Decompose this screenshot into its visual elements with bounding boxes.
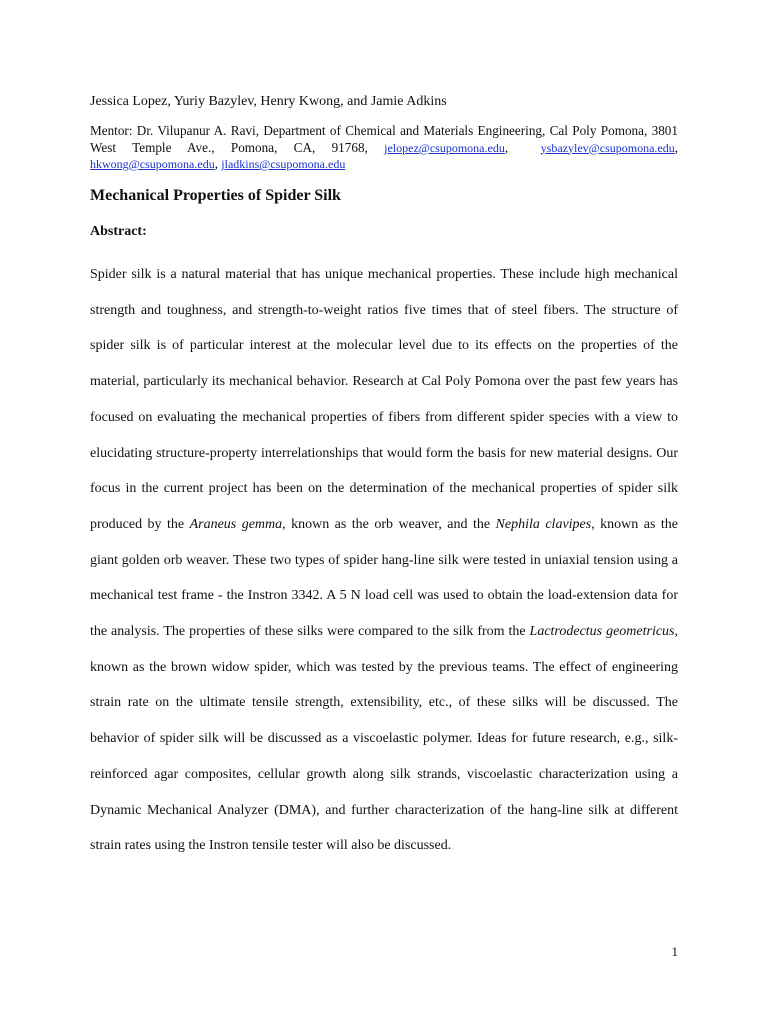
mentor-text: Mentor: Dr. Vilupanur A. Ravi, Department of Chemical and Materials Engineering, Cal Poly Pomona, 3801 West Temple Ave., Pomona, CA, 91768, <box>90 123 678 155</box>
species-name-araneus: Araneus gemma <box>189 516 283 532</box>
abstract-text-3: , known as the giant golden orb weaver. These two types of spider hang-line silk were tested in uniaxial tension using a mechanical test frame - the Instron 3342. A 5 N load cell was used to obtain the load-extension data for the analysis. The properties of these silks were compared to the silk from the <box>90 516 678 640</box>
abstract-paragraph <box>90 257 678 864</box>
email-link-jelopez[interactable]: jelopez@csupomona.edu <box>384 140 505 155</box>
mentor-affiliation: Mentor: Dr. Vilupanur A. Ravi, Department of Chemical and Materials Engineering, Cal Poly Pomona, 3801 West Temple Ave., Pomona, CA, 91768, jelopez@csupomona.edu, ysbazylev@csupomona.edu, hkwong@csupomona.edu, jladkins@csupomona.edu <box>90 123 679 171</box>
email-link-hkwong[interactable]: hkwong@csupomona.edu <box>90 157 215 171</box>
abstract-text-1: Spider silk is a natural material that has unique mechanical properties. These include high mechanical strength and toughness, and strength-to-weight ratios five times that of steel fibers. The structure of spider silk is of particular interest at the molecular level due to its effects on the properties of the material, particularly its mechanical behavior. Research at Cal Poly Pomona over the past few years has focused on evaluating the mechanical properties of fibers from different spider species with a view to elucidating structure-property interrelationships that would form the basis for new material designs. Our focus in the current project has been on the determination of the mechanical properties of spider silk produced by the <box>90 267 678 532</box>
species-name-lactrodectus: Lactrodectus geometricus, <box>529 624 679 640</box>
species-name-nephila: Nephila clavipes <box>495 516 592 532</box>
document-page <box>90 0 678 1024</box>
author-list: Jessica Lopez, Yuriy Bazylev, Henry Kwong, and Jamie Adkins <box>90 94 447 109</box>
page-number: 1 <box>671 944 678 959</box>
email-link-ysbazylev[interactable]: ysbazylev@csupomona.edu <box>540 140 675 155</box>
paper-title: Mechanical Properties of Spider Silk <box>90 187 341 204</box>
email-link-jladkins[interactable]: jladkins@csupomona.edu <box>221 157 346 171</box>
abstract-text-2: , known as the orb weaver, and the <box>282 516 496 532</box>
abstract-text-4: known as the brown widow spider, which was tested by the previous teams. The effect of engineering strain rate on the ultimate tensile strength, extensibility, etc., of these silks will be discussed. The behavior of spider silk will be discussed as a viscoelastic polymer. Ideas for future research, e.g., silk-reinforced agar composites, cellular growth along silk strands, viscoelastic characterization using a Dynamic Mechanical Analyzer (DMA), and further characterization of the hang-line silk at different strain rates using the Instron tensile tester will also be discussed. <box>90 659 678 854</box>
abstract-heading: Abstract: <box>90 224 147 239</box>
